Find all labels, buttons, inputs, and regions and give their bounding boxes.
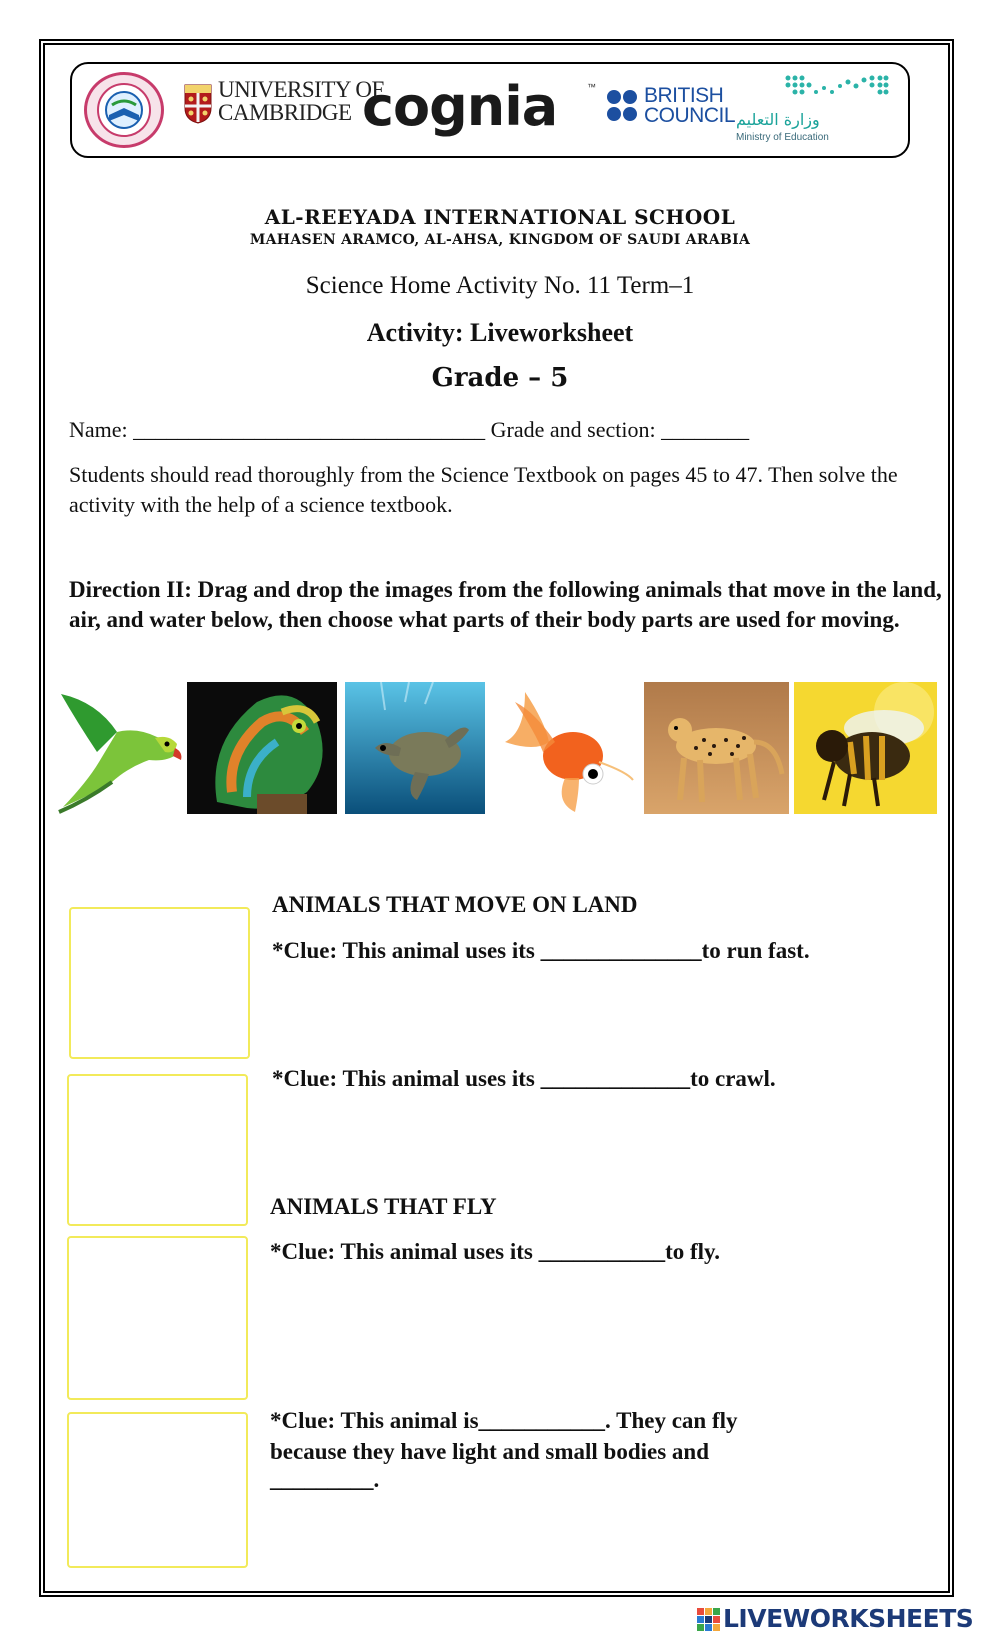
clue-fly: *Clue: This animal uses its ___________to fly. bbox=[270, 1239, 721, 1264]
cambridge-logo-text: UNIVERSITY OF CAMBRIDGE bbox=[218, 77, 384, 125]
school-seal-logo bbox=[84, 72, 164, 148]
clue-crawl: *Clue: This animal uses its _____________to crawl. bbox=[272, 1066, 776, 1091]
cognia-logo: cognia bbox=[362, 75, 558, 138]
clue-insect-line-1: *Clue: This animal is___________. They can fly bbox=[270, 1408, 738, 1433]
liveworksheets-logo[interactable] bbox=[697, 1604, 997, 1636]
drop-zone-fly[interactable] bbox=[67, 1236, 248, 1400]
trademark-symbol: ™ bbox=[587, 82, 596, 92]
british-council-logo-text: BRITISH COUNCIL bbox=[644, 84, 736, 127]
ministry-english-text: Ministry of Education bbox=[736, 132, 829, 143]
fly-section-heading: ANIMALS THAT FLY bbox=[270, 1194, 497, 1219]
instructions-paragraph: Students should read thoroughly from the Science Textbook on pages 45 to 47. Then solve the activity with the help of a science textbook. bbox=[69, 462, 898, 517]
chameleon-image[interactable] bbox=[187, 682, 337, 814]
ministry-logo-dots-icon bbox=[784, 74, 890, 104]
ministry-arabic-text: وزارة التعليم bbox=[736, 110, 820, 129]
liveworksheets-grid-icon bbox=[697, 1608, 721, 1632]
school-name: AL-REEYADA INTERNATIONAL SCHOOL bbox=[264, 205, 736, 229]
bee-image[interactable] bbox=[794, 682, 937, 814]
name-and-section-row: Name: ________________________________ Grade and section: ________ bbox=[69, 417, 750, 442]
cheetah-image[interactable] bbox=[644, 682, 789, 814]
school-address: MAHASEN ARAMCO, AL-AHSA, KINGDOM OF SAUDI ARABIA bbox=[249, 232, 751, 248]
logo-banner bbox=[70, 62, 910, 158]
goldfish-image[interactable] bbox=[495, 682, 635, 814]
british-council-dots-icon bbox=[606, 88, 638, 124]
land-section-heading: ANIMALS THAT MOVE ON LAND bbox=[272, 892, 638, 917]
activity-title: Activity: Liveworksheet bbox=[366, 318, 634, 347]
sea-turtle-image[interactable] bbox=[345, 682, 485, 814]
liveworksheets-brand-text: LIVEWORKSHEETS bbox=[723, 1604, 974, 1633]
drop-zone-land-run[interactable] bbox=[69, 907, 250, 1059]
drop-zone-insect[interactable] bbox=[67, 1412, 248, 1568]
clue-insect-line-2: because they have light and small bodies and bbox=[270, 1439, 709, 1464]
direction-text: Direction II: Drag and drop the images from the following animals that move in the land, air, and water below, then choose what parts of their body parts are used for moving. bbox=[69, 577, 942, 632]
cambridge-crest-icon bbox=[184, 84, 212, 124]
clue-run-fast: *Clue: This animal uses its ______________to run fast. bbox=[272, 938, 810, 963]
activity-number: Science Home Activity No. 11 Term–1 bbox=[305, 272, 695, 299]
drop-zone-land-crawl[interactable] bbox=[67, 1074, 248, 1226]
clue-insect-line-3: _________. bbox=[270, 1467, 380, 1492]
grade-label: Grade – 5 bbox=[431, 363, 569, 393]
parrot-image[interactable] bbox=[57, 682, 187, 814]
